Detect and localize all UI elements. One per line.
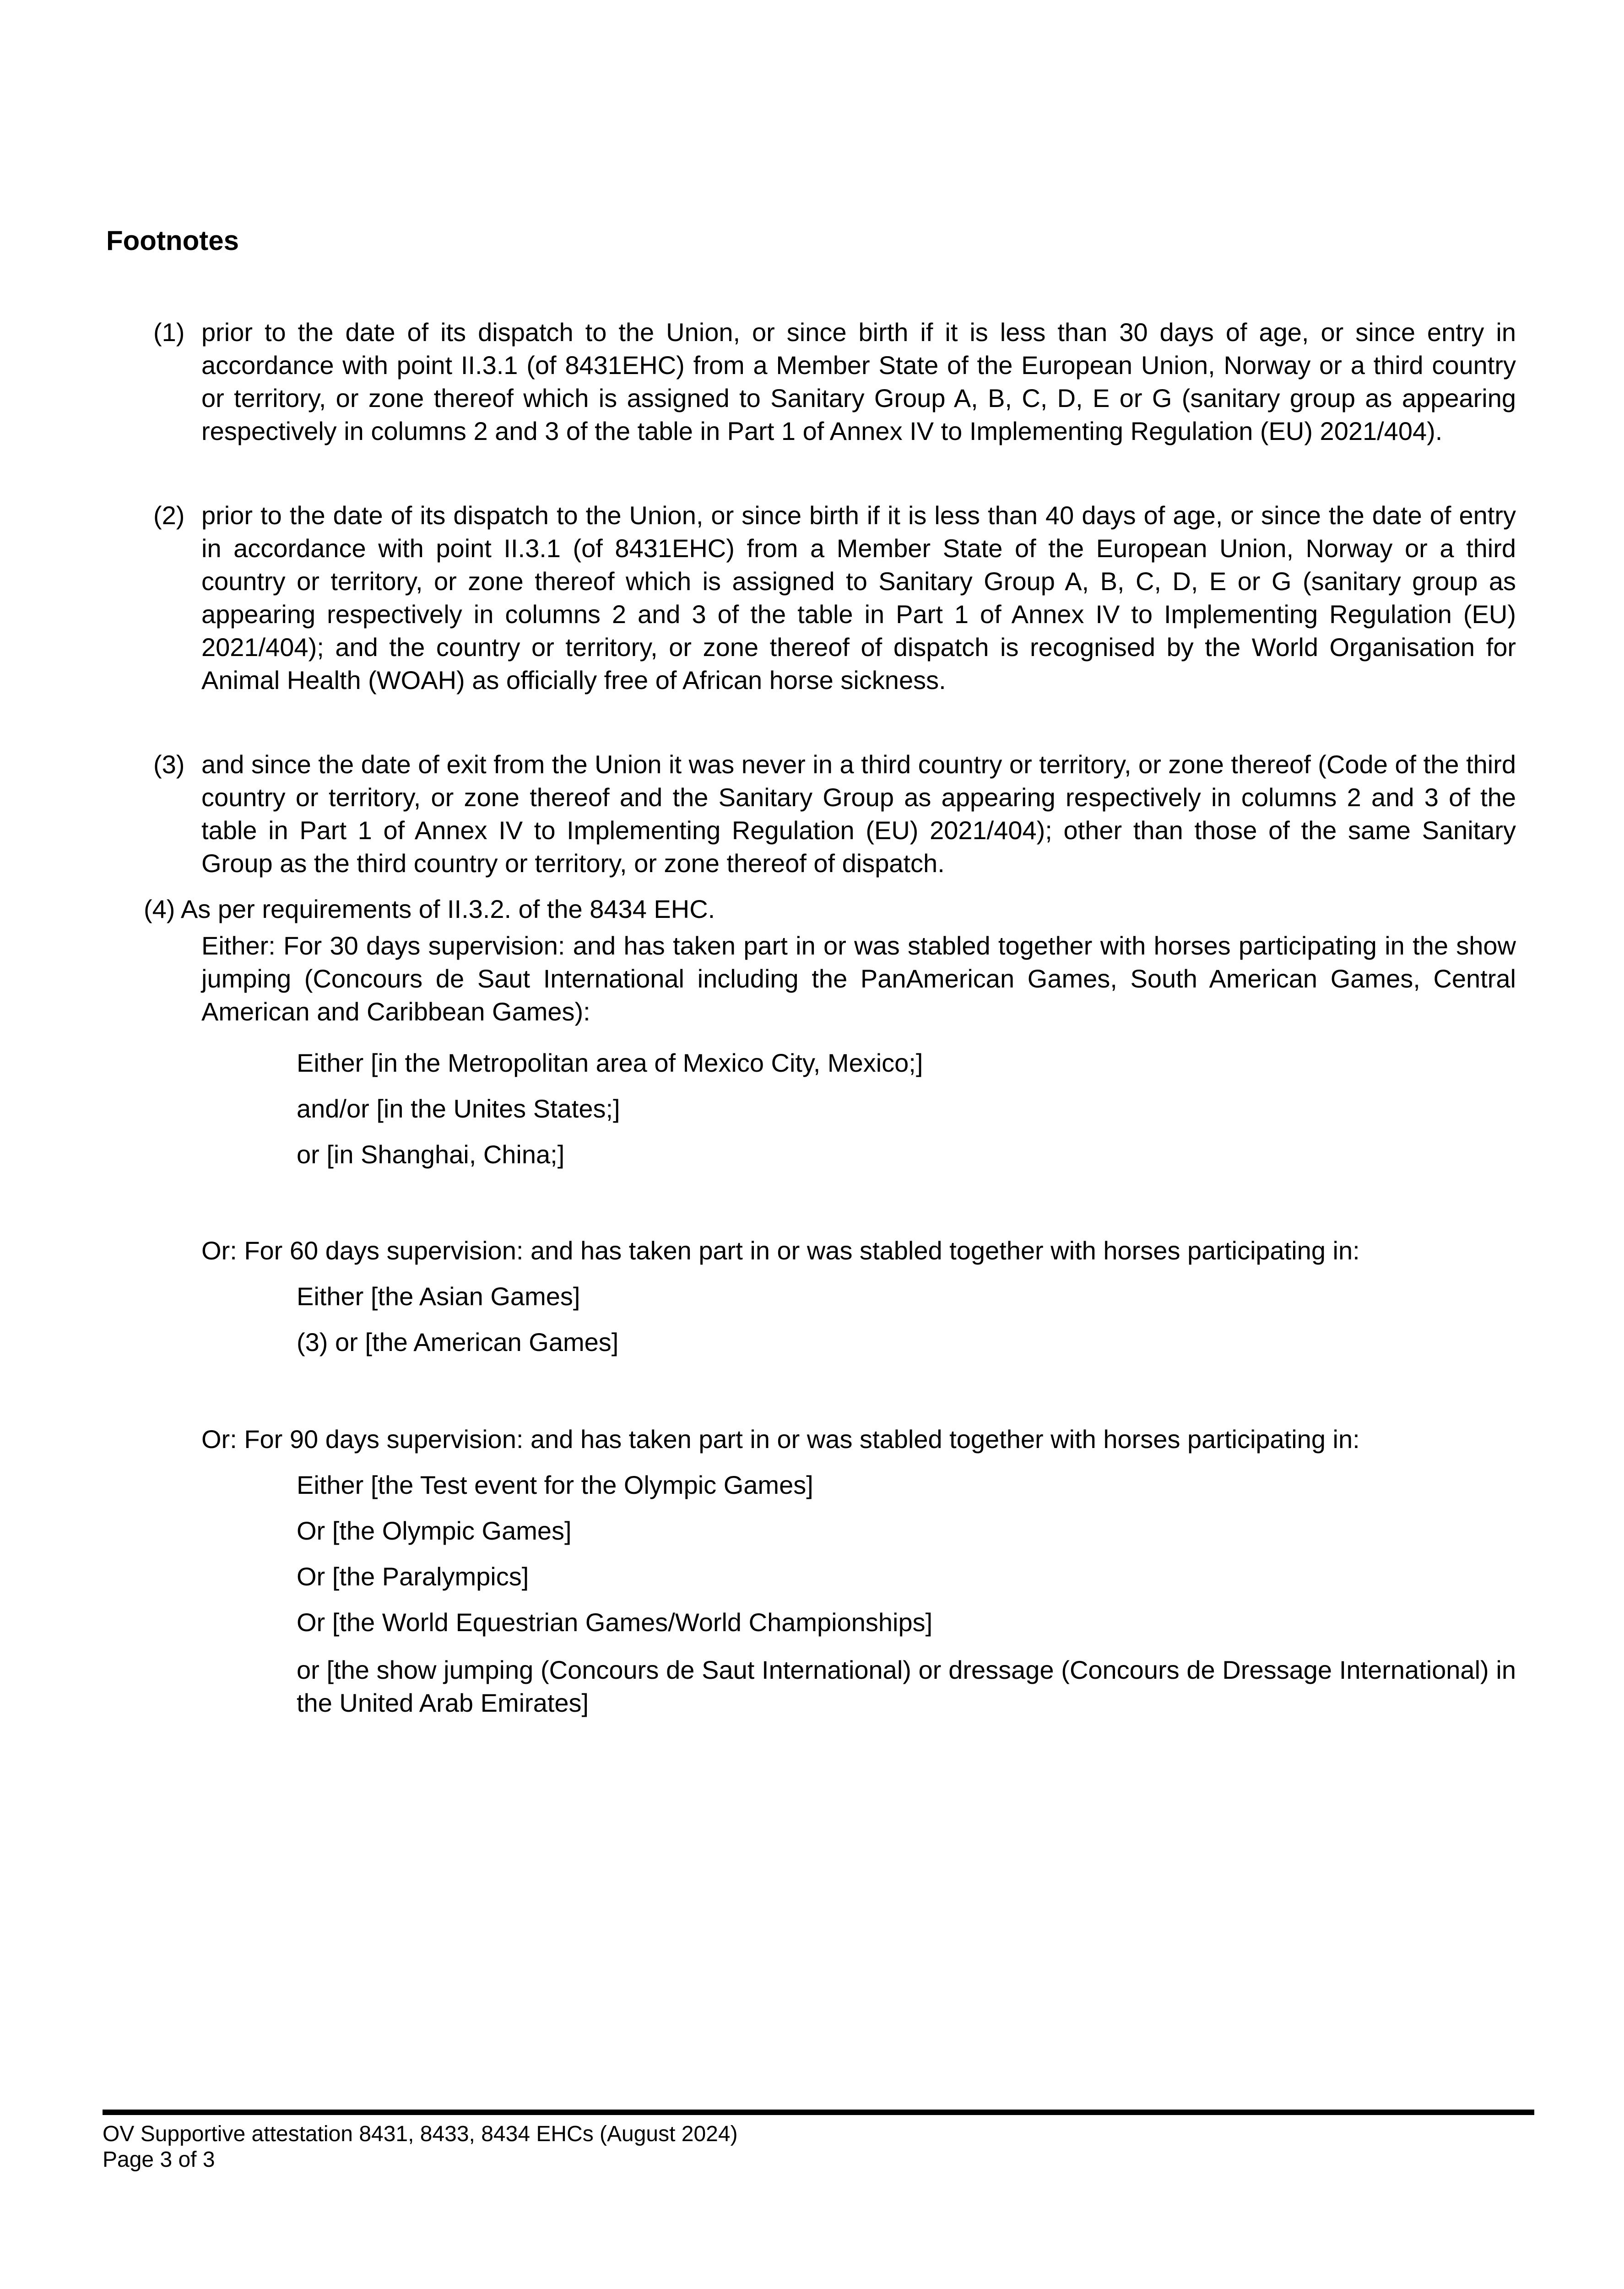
option-item: or [in Shanghai, China;] bbox=[297, 1140, 565, 1169]
footnote-number: (3) bbox=[153, 750, 185, 779]
footnote-2 bbox=[154, 499, 1516, 697]
footnote-4-title: (4) As per requirements of II.3.2. of the 8434 EHC. bbox=[144, 895, 715, 923]
option-item: Or [the Paralympics] bbox=[297, 1562, 529, 1591]
footnote-number: (1) bbox=[153, 318, 185, 347]
footnote-1 bbox=[154, 316, 1516, 448]
option-item: Either [the Asian Games] bbox=[297, 1282, 580, 1311]
option-item: (3) or [the American Games] bbox=[297, 1328, 619, 1356]
option-30-days bbox=[201, 929, 1516, 1028]
option-item: Or [the Olympic Games] bbox=[297, 1516, 572, 1545]
footnote-number: (2) bbox=[153, 501, 185, 530]
option-intro: Either: For 30 days supervision: and has taken part in or was stabled together with horses participating in the show jumping (Concours de Saut International including the PanAmerican Games, South American Games, Central American and Caribbean Games): bbox=[201, 931, 1516, 1026]
option-item: Or [the World Equestrian Games/World Championships] bbox=[297, 1608, 933, 1637]
footnote-text: and since the date of exit from the Union it was never in a third country or territory, or zone thereof (Code of the third country or territory, or zone thereof and the Sanitary Group as appearing respectively in columns 2 and 3 of the table in Part 1 of Annex IV to Implementing Regulation (EU) 2021/404); other than those of the same Sanitary Group as the third country or territory, or zone thereof of dispatch. bbox=[201, 750, 1516, 878]
option-90-days: Or: For 90 days supervision: and has taken part in or was stabled together with horses participating in: bbox=[201, 1425, 1360, 1454]
option-60-days: Or: For 60 days supervision: and has taken part in or was stabled together with horses participating in: bbox=[201, 1236, 1360, 1265]
footer-rule bbox=[103, 2110, 1534, 2115]
page-title: Footnotes bbox=[106, 225, 239, 256]
page-footer bbox=[103, 2121, 738, 2173]
footnote-3 bbox=[154, 748, 1516, 880]
footer-document-title: OV Supportive attestation 8431, 8433, 8434 EHCs (August 2024) bbox=[103, 2122, 738, 2146]
footnote-text: prior to the date of its dispatch to the Union, or since birth if it is less than 30 days of age, or since entry in accordance with point II.3.1 (of 8431EHC) from a Member State of the European Union, Norway or a third country or territory, or zone thereof which is assigned to Sanitary Group A, B, C, D, E or G (sanitary group as appearing respectively in columns 2 and 3 of the table in Part 1 of Annex IV to Implementing Regulation (EU) 2021/404). bbox=[201, 318, 1516, 445]
option-item: Either [the Test event for the Olympic Games] bbox=[297, 1470, 813, 1499]
footnote-text: prior to the date of its dispatch to the Union, or since birth if it is less than 40 days of age, or since the date of entry in accordance with point II.3.1 (of 8431EHC) from a Member State of the European Union, Norway or a third country or territory, or zone thereof which is assigned to Sanitary Group A, B, C, D, E or G (sanitary group as appearing respectively in columns 2 and 3 of the table in Part 1 of Annex IV to Implementing Regulation (EU) 2021/404); and the country or territory, or zone thereof of dispatch is recognised by the World Organisation for Animal Health (WOAH) as officially free of African horse sickness. bbox=[201, 501, 1516, 694]
option-item-text: or [the show jumping (Concours de Saut International) or dressage (Concours de Dressage International) in the United Arab Emirates] bbox=[297, 1655, 1516, 1717]
option-item bbox=[297, 1654, 1516, 1719]
footer-page-number: Page 3 of 3 bbox=[103, 2148, 215, 2172]
option-item: and/or [in the Unites States;] bbox=[297, 1094, 620, 1123]
option-item: Either [in the Metropolitan area of Mexico City, Mexico;] bbox=[297, 1048, 923, 1077]
